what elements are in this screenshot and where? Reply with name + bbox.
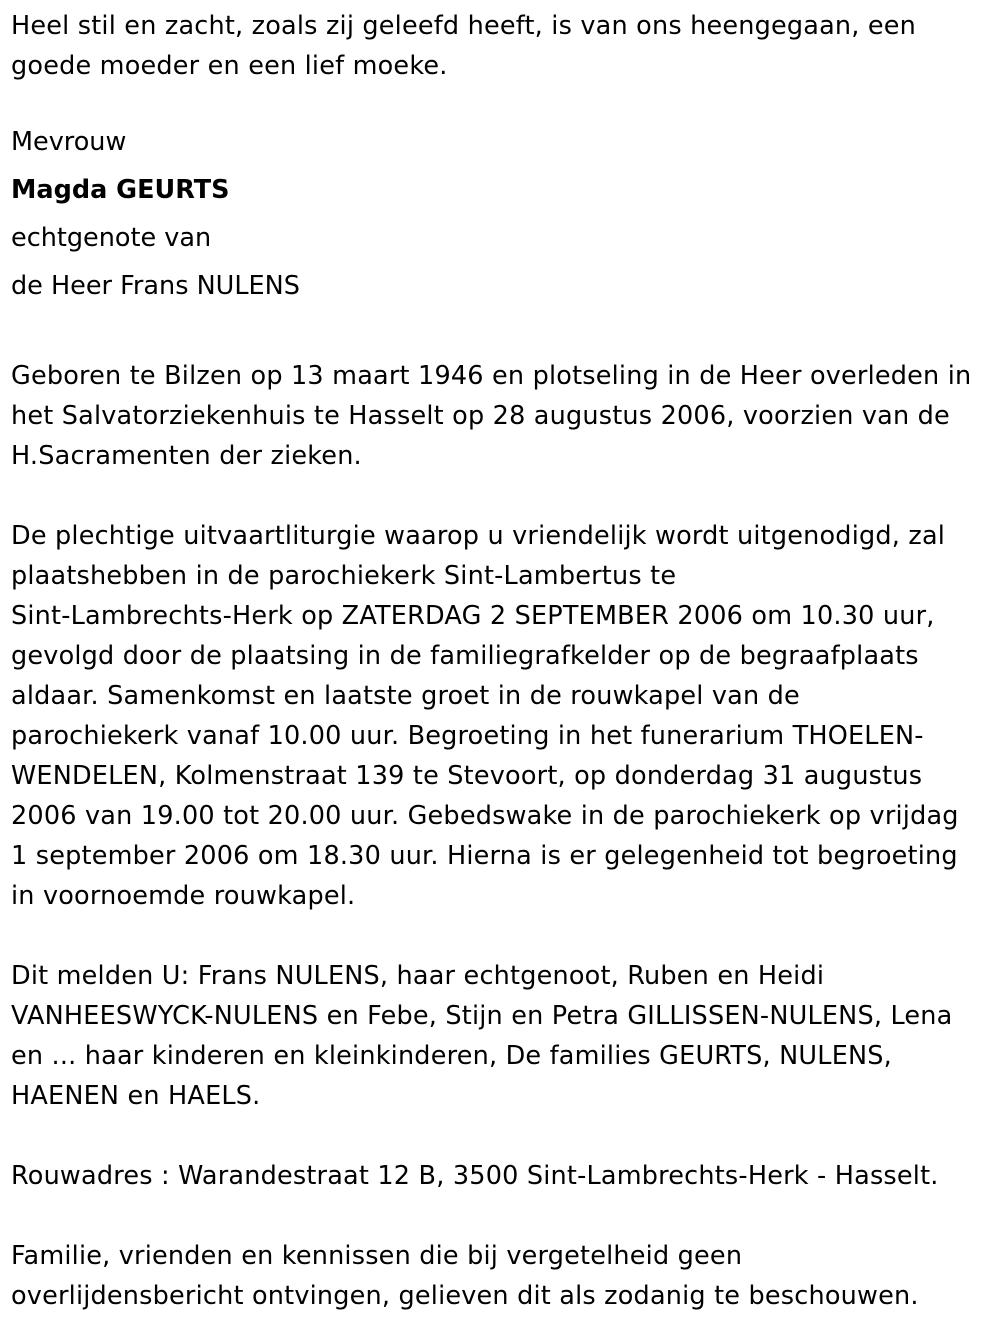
announcers-line: Dit melden U: Frans NULENS, haar echtgenoot, Ruben en Heidi: [11, 961, 825, 991]
funeral-line: WENDELEN, Kolmenstraat 139 te Stevoort, op donderdag 31 augustus: [11, 761, 923, 791]
funeral-line: 1 september 2006 om 18.30 uur. Hierna is er gelegenheid tot begroeting: [11, 841, 958, 871]
closing-paragraph: [11, 1236, 990, 1316]
announcers-paragraph: [11, 956, 990, 1116]
intro-line: goede moeder en een lief moeke.: [11, 51, 448, 81]
intro-line: Heel stil en zacht, zoals zij geleefd heeft, is van ons heengegaan, een: [11, 11, 917, 41]
intro-paragraph: [11, 0, 990, 86]
funeral-paragraph: [11, 516, 990, 916]
funeral-line: 2006 van 19.00 tot 20.00 uur. Gebedswake in de parochiekerk op vrijdag: [11, 801, 959, 831]
closing-line: overlijdensbericht ontvingen, gelieven dit als zodanig te beschouwen.: [11, 1281, 919, 1311]
birth-death-paragraph: [11, 356, 990, 476]
funeral-line: De plechtige uitvaartliturgie waarop u vriendelijk wordt uitgenodigd, zal: [11, 521, 946, 551]
closing-line: Familie, vrienden en kennissen die bij vergetelheid geen: [11, 1241, 743, 1271]
announcers-line: en ... haar kinderen en kleinkinderen, De families GEURTS, NULENS,: [11, 1041, 892, 1071]
relation-text: echtgenote van: [11, 223, 212, 253]
spouse-name: de Heer Frans NULENS: [11, 271, 300, 301]
deceased-block: [11, 118, 990, 310]
funeral-line: aldaar. Samenkomst en laatste groet in de rouwkapel van de: [11, 681, 800, 711]
funeral-line: Sint-Lambrechts-Herk op ZATERDAG 2 SEPTEMBER 2006 om 10.30 uur,: [11, 601, 935, 631]
funeral-line: in voornoemde rouwkapel.: [11, 881, 356, 911]
funeral-line: gevolgd door de plaatsing in de familiegrafkelder op de begraafplaats: [11, 641, 919, 671]
birth-death-line: H.Sacramenten der zieken.: [11, 441, 362, 471]
address-paragraph: [11, 1156, 990, 1196]
deceased-name: Magda GEURTS: [11, 175, 230, 205]
address-line: Rouwadres : Warandestraat 12 B, 3500 Sint-Lambrechts-Herk - Hasselt.: [11, 1161, 939, 1191]
announcers-line: VANHEESWYCK-NULENS en Febe, Stijn en Petra GILLISSEN-NULENS, Lena: [11, 1001, 953, 1031]
announcers-line: HAENEN en HAELS.: [11, 1081, 261, 1111]
birth-death-line: het Salvatorziekenhuis te Hasselt op 28 augustus 2006, voorzien van de: [11, 401, 950, 431]
title-prefix: Mevrouw: [11, 127, 127, 157]
funeral-line: parochiekerk vanaf 10.00 uur. Begroeting in het funerarium THOELEN-: [11, 721, 924, 751]
birth-death-line: Geboren te Bilzen op 13 maart 1946 en plotseling in de Heer overleden in: [11, 361, 972, 391]
funeral-line: plaatshebben in de parochiekerk Sint-Lambertus te: [11, 561, 677, 591]
